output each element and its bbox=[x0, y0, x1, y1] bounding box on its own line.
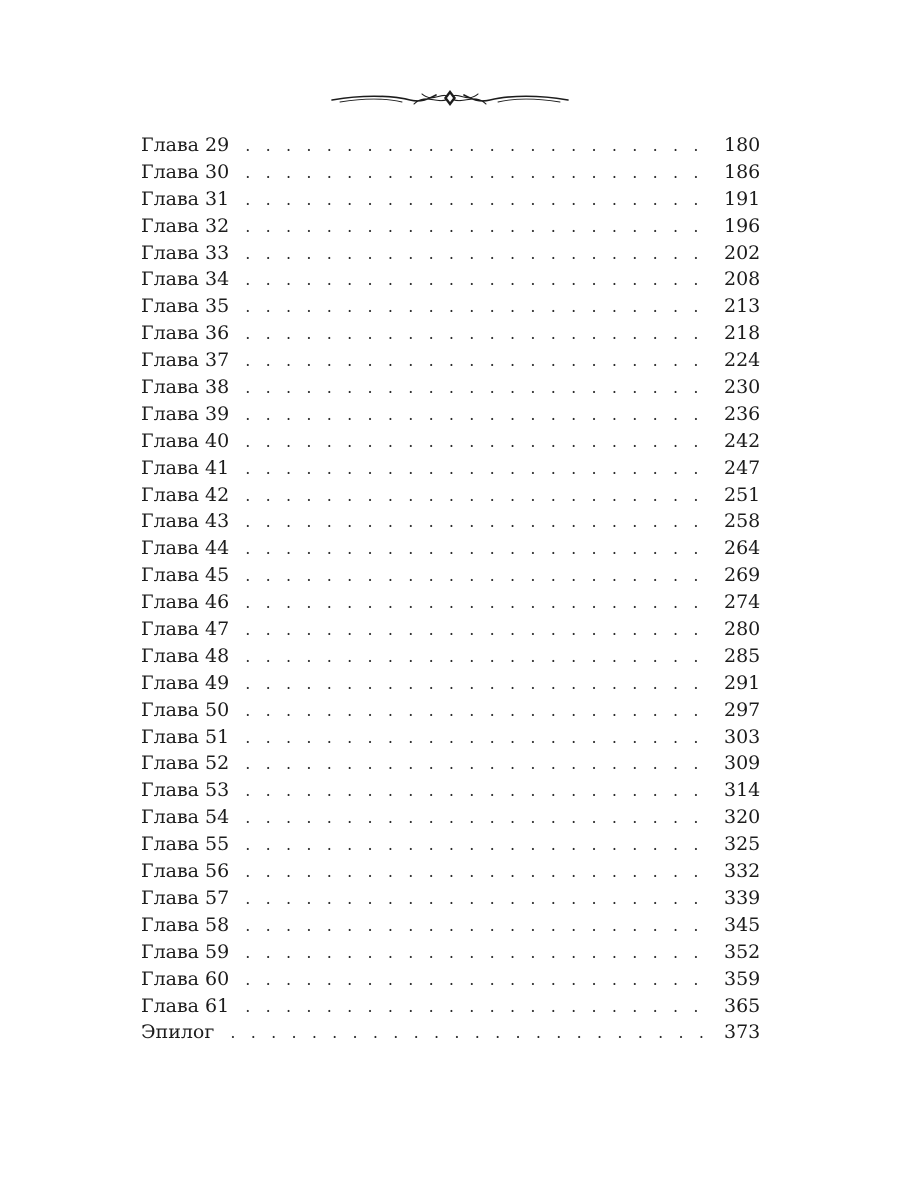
toc-entry-title: Глава 29 bbox=[141, 134, 230, 156]
toc-entry-page-number: 224 bbox=[724, 349, 761, 372]
toc-entry bbox=[141, 804, 760, 831]
toc-entry-title: Глава 58 bbox=[141, 913, 230, 936]
toc-entry-page-number: 191 bbox=[724, 187, 761, 210]
toc-entry-page-number: 365 bbox=[724, 994, 761, 1017]
toc-dot-leader bbox=[245, 778, 714, 805]
toc-entry-page-number: 297 bbox=[724, 698, 761, 721]
toc-entry bbox=[141, 589, 760, 616]
toc-entry-page-number: 242 bbox=[724, 429, 761, 452]
toc-entry-title: Эпилог bbox=[141, 1021, 215, 1044]
toc-entry-page-number: 213 bbox=[724, 295, 761, 318]
toc-entry-title: Глава 44 bbox=[141, 537, 230, 560]
toc-entry-page-number: 186 bbox=[724, 160, 761, 183]
toc-entry-page-number: 352 bbox=[724, 940, 761, 963]
toc-entry bbox=[141, 293, 760, 320]
toc-entry bbox=[141, 159, 760, 186]
toc-dot-leader bbox=[245, 967, 714, 994]
toc-dot-leader bbox=[245, 563, 714, 590]
toc-entry-page-number: 196 bbox=[724, 214, 761, 237]
table-of-contents bbox=[141, 132, 760, 1046]
toc-entry-title: Глава 37 bbox=[141, 349, 230, 372]
toc-entry-title: Глава 55 bbox=[141, 833, 230, 856]
toc-entry-page-number: 230 bbox=[724, 376, 761, 399]
toc-dot-leader bbox=[245, 348, 714, 375]
toc-entry-title: Глава 39 bbox=[141, 402, 230, 425]
toc-entry-title: Глава 53 bbox=[141, 779, 230, 802]
toc-entry-title: Глава 54 bbox=[141, 806, 230, 829]
toc-dot-leader bbox=[245, 456, 714, 483]
toc-dot-leader bbox=[245, 402, 714, 429]
toc-dot-leader bbox=[245, 429, 714, 456]
toc-entry bbox=[141, 240, 760, 267]
toc-dot-leader bbox=[245, 913, 714, 940]
toc-entry bbox=[141, 401, 760, 428]
toc-entry-page-number: 269 bbox=[724, 564, 761, 587]
toc-entry bbox=[141, 428, 760, 455]
toc-dot-leader bbox=[245, 536, 714, 563]
toc-dot-leader bbox=[230, 1020, 714, 1047]
toc-dot-leader bbox=[245, 241, 714, 268]
toc-entry bbox=[141, 966, 760, 993]
toc-entry bbox=[141, 508, 760, 535]
toc-dot-leader bbox=[245, 509, 714, 536]
toc-dot-leader bbox=[245, 832, 714, 859]
toc-entry-page-number: 264 bbox=[724, 537, 761, 560]
toc-dot-leader bbox=[245, 671, 714, 698]
toc-entry-page-number: 247 bbox=[724, 456, 761, 479]
toc-dot-leader bbox=[245, 133, 714, 160]
toc-dot-leader bbox=[245, 751, 714, 778]
toc-entry-title: Глава 33 bbox=[141, 241, 230, 264]
toc-entry-title: Глава 43 bbox=[141, 510, 230, 533]
toc-entry-title: Глава 60 bbox=[141, 967, 230, 990]
toc-dot-leader bbox=[245, 294, 714, 321]
toc-entry bbox=[141, 1019, 760, 1046]
toc-entry-title: Глава 59 bbox=[141, 940, 230, 963]
toc-entry-title: Глава 30 bbox=[141, 160, 230, 183]
toc-entry bbox=[141, 455, 760, 482]
toc-entry-title: Глава 40 bbox=[141, 429, 230, 452]
toc-entry-title: Глава 32 bbox=[141, 214, 230, 237]
toc-dot-leader bbox=[245, 725, 714, 752]
toc-entry bbox=[141, 831, 760, 858]
toc-entry-title: Глава 38 bbox=[141, 376, 230, 399]
toc-entry-title: Глава 36 bbox=[141, 322, 230, 345]
toc-entry-title: Глава 31 bbox=[141, 187, 230, 210]
toc-entry-page-number: 258 bbox=[724, 510, 761, 533]
toc-entry-page-number: 303 bbox=[724, 725, 761, 748]
toc-entry bbox=[141, 266, 760, 293]
toc-entry bbox=[141, 643, 760, 670]
toc-dot-leader bbox=[245, 617, 714, 644]
toc-entry bbox=[141, 993, 760, 1020]
toc-entry bbox=[141, 939, 760, 966]
toc-entry-title: Глава 50 bbox=[141, 698, 230, 721]
toc-entry-title: Глава 52 bbox=[141, 752, 230, 775]
toc-entry-title: Глава 34 bbox=[141, 268, 230, 291]
toc-entry bbox=[141, 724, 760, 751]
toc-entry-title: Глава 49 bbox=[141, 671, 230, 694]
toc-entry-page-number: 180 bbox=[724, 134, 761, 156]
toc-entry bbox=[141, 482, 760, 509]
toc-entry-page-number: 251 bbox=[724, 483, 761, 506]
toc-entry-page-number: 280 bbox=[724, 618, 761, 641]
toc-dot-leader bbox=[245, 940, 714, 967]
toc-entry bbox=[141, 562, 760, 589]
toc-entry-title: Глава 48 bbox=[141, 644, 230, 667]
toc-entry-title: Глава 46 bbox=[141, 591, 230, 614]
toc-entry-title: Глава 47 bbox=[141, 618, 230, 641]
toc-dot-leader bbox=[245, 214, 714, 241]
toc-entry-title: Глава 42 bbox=[141, 483, 230, 506]
toc-entry bbox=[141, 885, 760, 912]
flourish-divider-icon bbox=[330, 86, 570, 112]
toc-entry-page-number: 325 bbox=[724, 833, 761, 856]
toc-dot-leader bbox=[245, 160, 714, 187]
toc-entry-page-number: 202 bbox=[724, 241, 761, 264]
toc-entry-title: Глава 41 bbox=[141, 456, 230, 479]
toc-entry-page-number: 208 bbox=[724, 268, 761, 291]
toc-entry-page-number: 285 bbox=[724, 644, 761, 667]
toc-entry bbox=[141, 777, 760, 804]
toc-entry bbox=[141, 374, 760, 401]
toc-entry bbox=[141, 213, 760, 240]
toc-entry bbox=[141, 535, 760, 562]
toc-entry bbox=[141, 347, 760, 374]
toc-entry bbox=[141, 320, 760, 347]
toc-entry-title: Глава 45 bbox=[141, 564, 230, 587]
toc-entry bbox=[141, 912, 760, 939]
toc-entry bbox=[141, 858, 760, 885]
toc-dot-leader bbox=[245, 805, 714, 832]
toc-entry-title: Глава 35 bbox=[141, 295, 230, 318]
toc-entry-title: Глава 61 bbox=[141, 994, 230, 1017]
toc-entry-page-number: 236 bbox=[724, 402, 761, 425]
toc-entry-page-number: 320 bbox=[724, 806, 761, 829]
toc-dot-leader bbox=[245, 590, 714, 617]
toc-dot-leader bbox=[245, 859, 714, 886]
toc-entry-page-number: 314 bbox=[724, 779, 761, 802]
toc-entry-page-number: 332 bbox=[724, 860, 761, 883]
toc-entry-page-number: 291 bbox=[724, 671, 761, 694]
toc-dot-leader bbox=[245, 994, 714, 1021]
toc-dot-leader bbox=[245, 375, 714, 402]
toc-entry-title: Глава 51 bbox=[141, 725, 230, 748]
toc-entry-page-number: 339 bbox=[724, 886, 761, 909]
toc-dot-leader bbox=[245, 321, 714, 348]
toc-entry-page-number: 218 bbox=[724, 322, 761, 345]
toc-dot-leader bbox=[245, 187, 714, 214]
toc-entry-page-number: 309 bbox=[724, 752, 761, 775]
toc-entry-title: Глава 56 bbox=[141, 860, 230, 883]
toc-dot-leader bbox=[245, 698, 714, 725]
toc-entry bbox=[141, 750, 760, 777]
toc-dot-leader bbox=[245, 644, 714, 671]
toc-dot-leader bbox=[245, 886, 714, 913]
toc-entry bbox=[141, 697, 760, 724]
toc-entry bbox=[141, 670, 760, 697]
toc-dot-leader bbox=[245, 483, 714, 510]
toc-entry bbox=[141, 186, 760, 213]
toc-entry bbox=[141, 132, 760, 159]
toc-entry-page-number: 274 bbox=[724, 591, 761, 614]
toc-entry-page-number: 345 bbox=[724, 913, 761, 936]
toc-dot-leader bbox=[245, 267, 714, 294]
toc-entry bbox=[141, 616, 760, 643]
toc-entry-page-number: 373 bbox=[724, 1021, 761, 1044]
toc-entry-page-number: 359 bbox=[724, 967, 761, 990]
toc-entry-title: Глава 57 bbox=[141, 886, 230, 909]
